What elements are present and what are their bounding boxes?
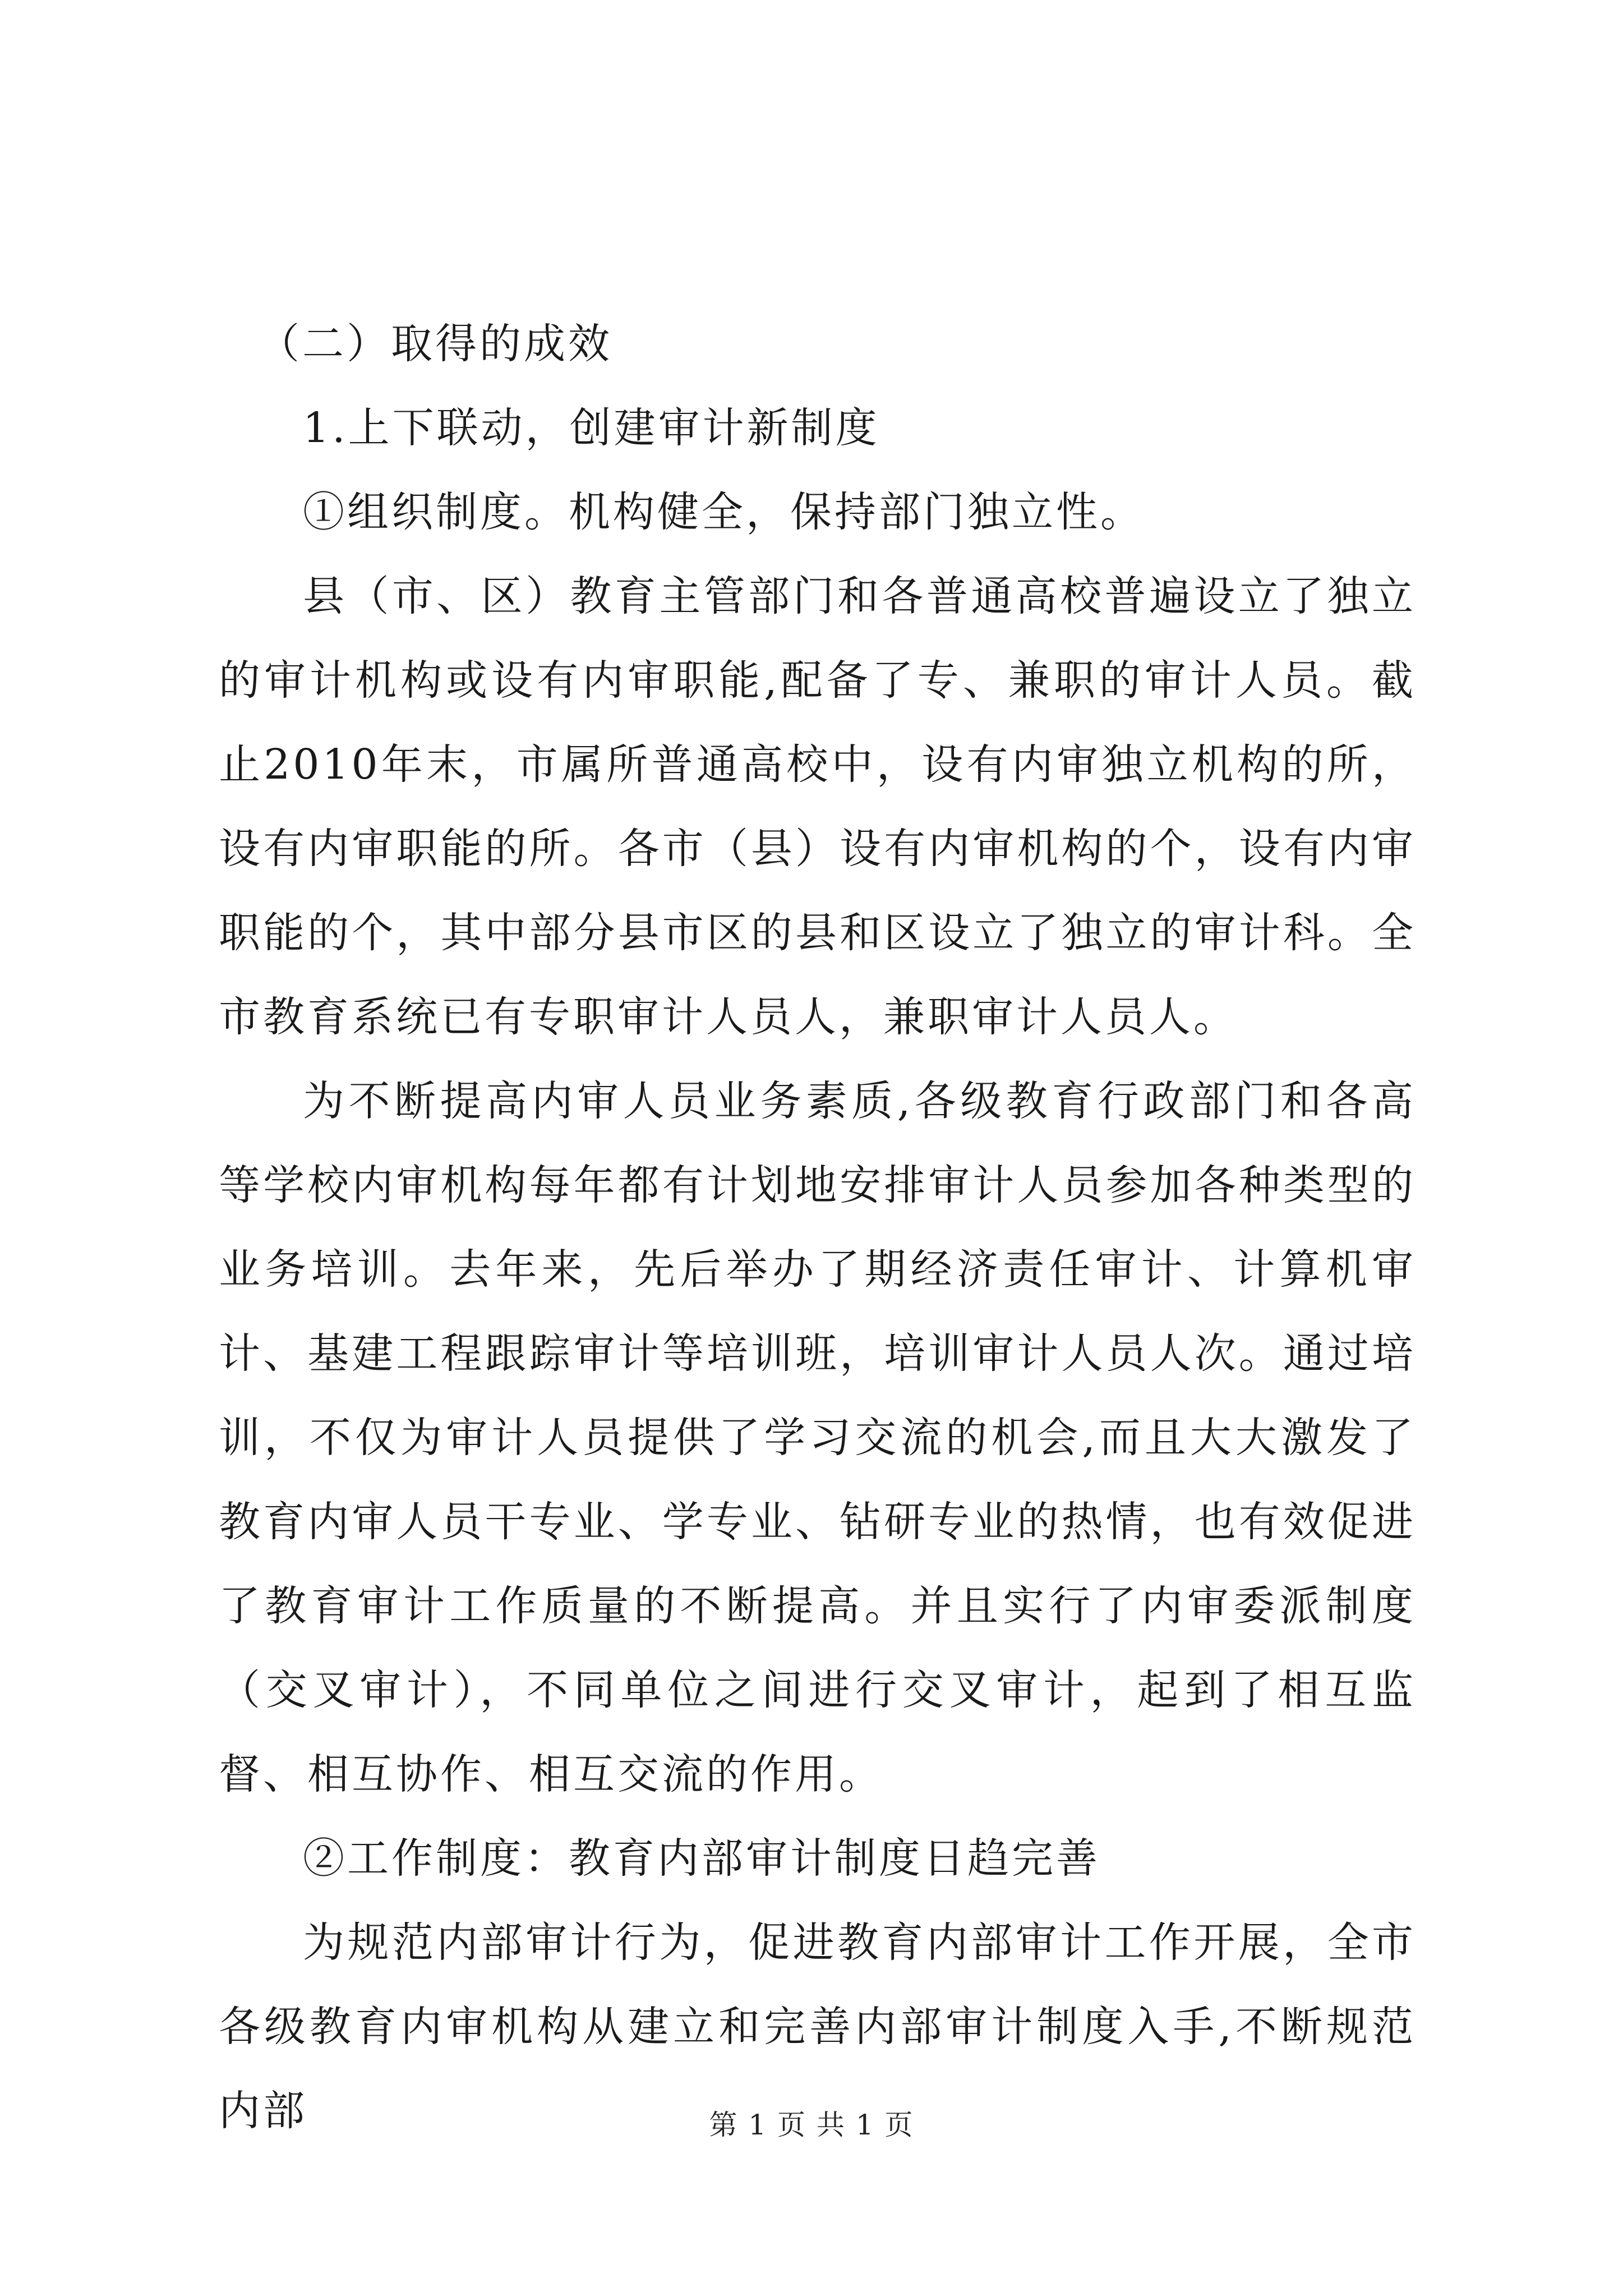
item-heading: ②工作制度：教育内部审计制度日趋完善	[303, 1834, 1100, 1883]
subsection-heading: 1.上下联动，创建审计新制度	[303, 404, 880, 452]
section-heading: （二）取得的成效	[258, 320, 612, 368]
page-footer: 第 1 页 共 1 页	[709, 2109, 914, 2141]
document-body	[219, 302, 1416, 2153]
body-paragraph: 为规范内部审计行为，促进教育内部审计工作开展，全市各级教育内审机构从建立和完善内部审计制度入手,不断规范内部	[219, 1918, 1416, 2135]
body-paragraph: 县（市、区）教育主管部门和各普通高校普遍设立了独立的审计机构或设有内审职能,配备了专、兼职的审计人员。截止2010年末，市属所普通高校中，设有内审独立机构的所，设有内审职能的所。各市（县）设有内审机构的个，设有内审职能的个，其中部分县市区的县和区设立了独立的审计科。全市教育系统已有专职审计人员人，兼职审计人员人。	[219, 572, 1416, 1041]
body-paragraph: 为不断提高内审人员业务素质,各级教育行政部门和各高等学校内审机构每年都有计划地安排审计人员参加各种类型的业务培训。去年来，先后举办了期经济责任审计、计算机审计、基建工程跟踪审计等培训班，培训审计人员人次。通过培训，不仅为审计人员提供了学习交流的机会,而且大大激发了教育内审人员干专业、学专业、钻研专业的热情，也有效促进了教育审计工作质量的不断提高。并且实行了内审委派制度（交叉审计），不同单位之间进行交叉审计，起到了相互监督、相互协作、相互交流的作用。	[219, 1077, 1416, 1798]
item-heading: ①组织制度。机构健全，保持部门独立性。	[303, 488, 1145, 536]
